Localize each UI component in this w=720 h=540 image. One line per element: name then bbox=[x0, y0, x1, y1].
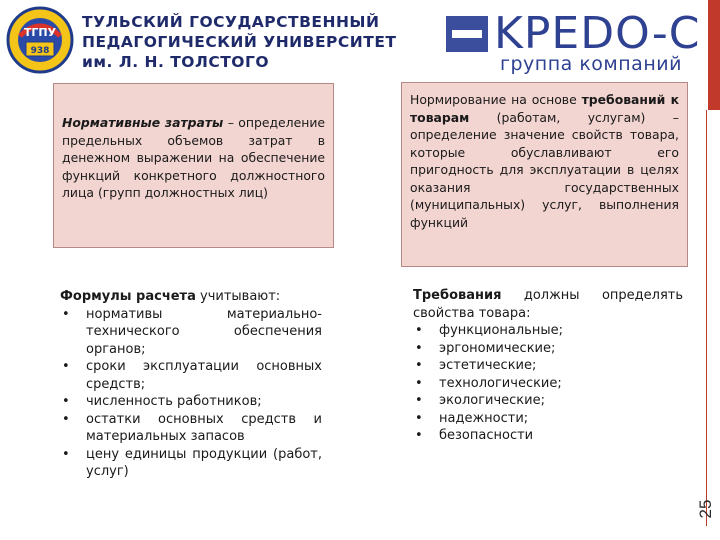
requirements-list bbox=[413, 287, 683, 445]
list-intro-rest: должны определять свойства товара: bbox=[413, 288, 683, 321]
university-name-line-3: им. Л. Н. ТОЛСТОГО bbox=[82, 53, 270, 71]
page-number: 25 bbox=[696, 499, 715, 519]
list-intro-bold: Требования bbox=[413, 288, 502, 303]
definition-lead: Нормирование на основе bbox=[410, 92, 582, 107]
accent-line bbox=[706, 110, 707, 526]
list-item: • экологические; bbox=[413, 392, 683, 410]
university-name-line-2: ПЕДАГОГИЧЕСКИЙ УНИВЕРСИТЕТ bbox=[82, 33, 397, 51]
definition-text: – определение предельных объемов затрат в денежном выражении на обеспечение функций конкретного должностного лица (групп должностных лиц) bbox=[62, 115, 325, 200]
accent-bar bbox=[708, 0, 720, 110]
brand-logo-mark bbox=[446, 16, 488, 52]
brand-subtitle: группа компаний bbox=[500, 53, 682, 75]
definition-term: требований к товарам bbox=[410, 92, 679, 125]
list-item: • цену единицы продукции (работ, услуг) bbox=[60, 446, 322, 481]
list-item: • функциональные; bbox=[413, 322, 683, 340]
bullet-list bbox=[60, 306, 322, 481]
list-item: • технологические; bbox=[413, 375, 683, 393]
list-intro-rest: учитывают: bbox=[195, 289, 281, 304]
definition-term: Нормативные затраты bbox=[62, 115, 224, 130]
definition-box-goods-requirements bbox=[401, 82, 688, 267]
list-item: • надежности; bbox=[413, 410, 683, 428]
list-item: • эргономические; bbox=[413, 340, 683, 358]
definition-box-normative-costs bbox=[53, 83, 334, 248]
list-intro bbox=[413, 287, 683, 322]
list-intro-bold: Формулы расчета bbox=[60, 289, 196, 304]
list-intro bbox=[60, 288, 322, 306]
calculation-formulas-list bbox=[60, 288, 322, 481]
bullet-list bbox=[413, 322, 683, 445]
university-name-line-1: ТУЛЬСКИЙ ГОСУДАРСТВЕННЫЙ bbox=[82, 13, 380, 31]
brand-name: KPEDO-C bbox=[494, 8, 701, 59]
definition-text: (работам, услугам) – определение значение свойств товара, которые обуславливают его пригодность для эксплуатации в целях оказания государственных (муниципальных) услуг, выполнения функций bbox=[410, 109, 679, 230]
logo-badge: 938 bbox=[30, 46, 50, 56]
brand-logo bbox=[446, 8, 720, 75]
logo-letters: ТГПУ bbox=[23, 26, 57, 39]
university-name bbox=[82, 12, 397, 72]
list-item: • нормативы материально-технического обеспечения органов; bbox=[60, 306, 322, 359]
university-logo bbox=[6, 6, 74, 74]
list-item: • сроки эксплуатации основных средств; bbox=[60, 358, 322, 393]
list-item: • численность работников; bbox=[60, 393, 322, 411]
list-item: • эстетические; bbox=[413, 357, 683, 375]
list-item: • остатки основных средств и материальных запасов bbox=[60, 411, 322, 446]
list-item: • безопасности bbox=[413, 427, 683, 445]
